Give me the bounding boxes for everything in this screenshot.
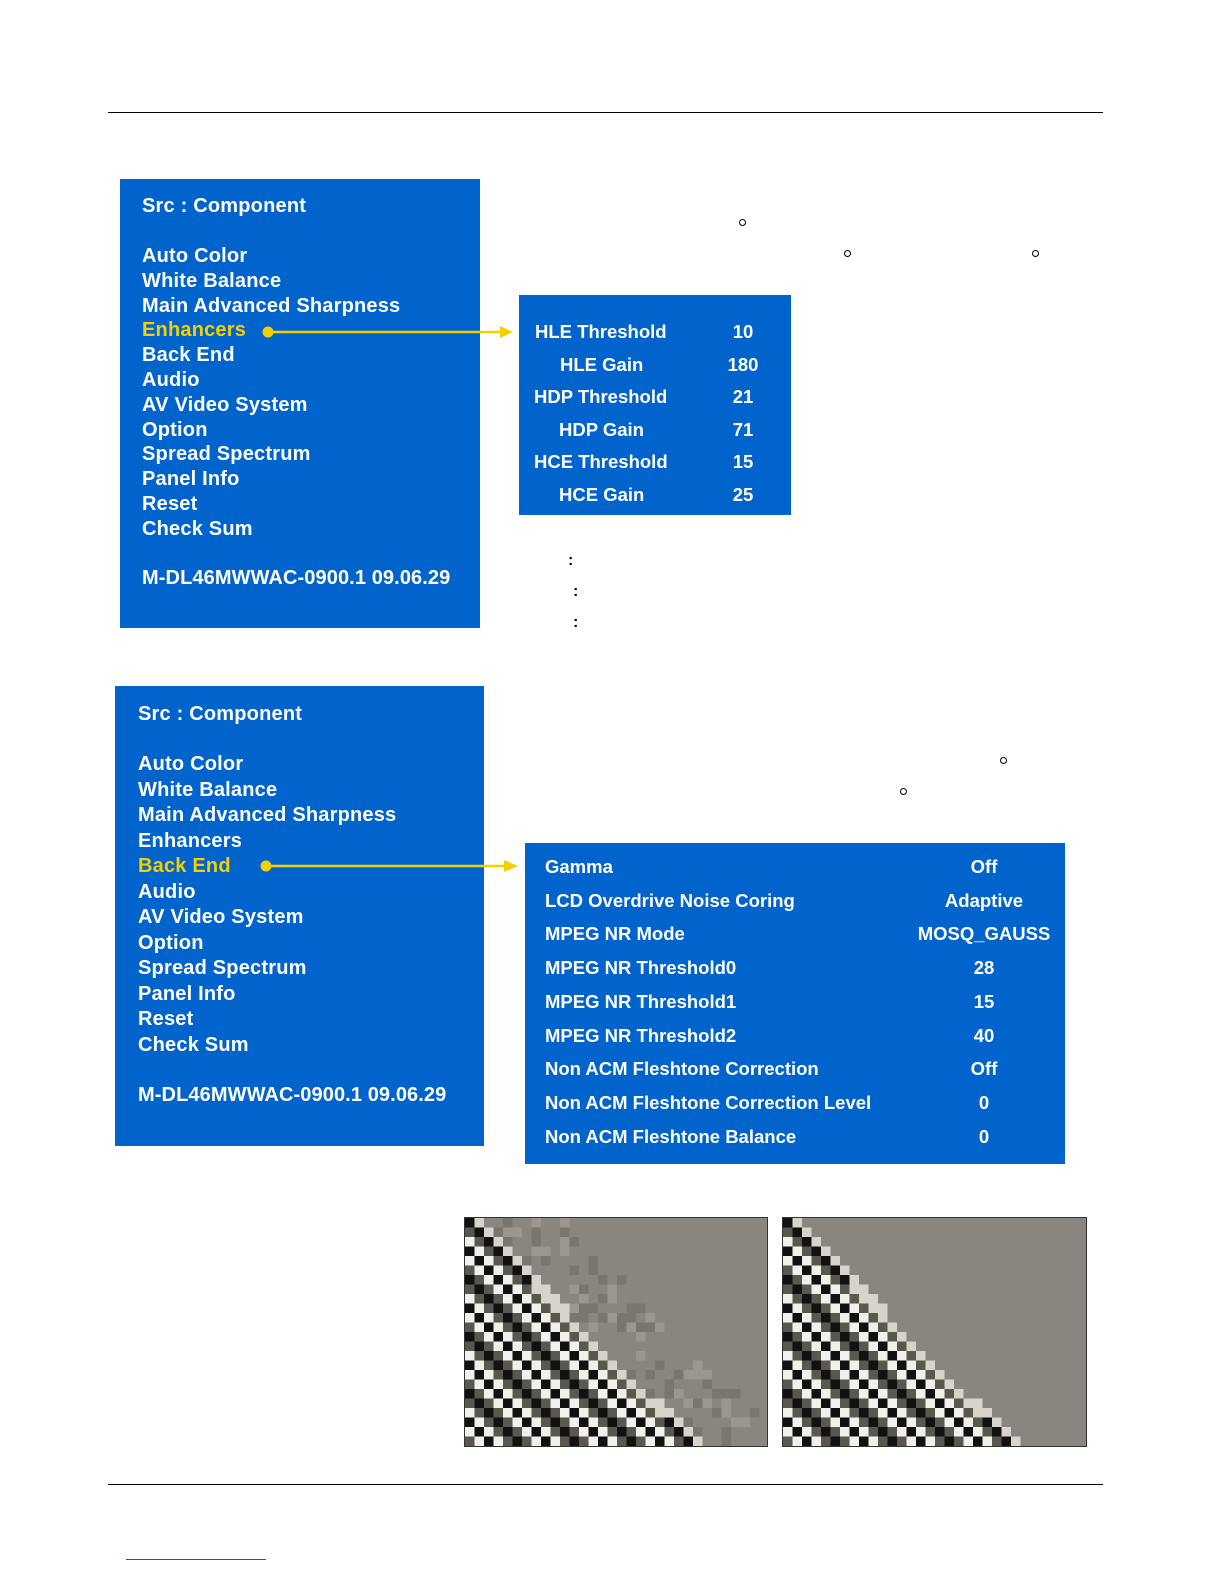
setting-value: 21 <box>732 386 754 407</box>
setting-label: HLE Threshold <box>535 321 667 342</box>
setting-label: MPEG NR Threshold2 <box>545 1024 737 1046</box>
setting-label: Non ACM Fleshtone Balance <box>545 1125 797 1147</box>
setting-value: 10 <box>732 321 754 342</box>
checkerboard-edge-after <box>782 1217 1087 1447</box>
setting-label: HLE Gain <box>560 354 644 375</box>
colon-mark: : <box>573 614 579 631</box>
osd-menu-enhancers <box>120 179 480 628</box>
setting-label: MPEG NR Threshold0 <box>545 957 737 979</box>
menu-item-white-balance[interactable]: White Balance <box>142 269 282 292</box>
setting-label: HCE Threshold <box>534 451 668 472</box>
menu-item-spread-spectrum[interactable]: Spread Spectrum <box>142 443 311 466</box>
menu-item-auto-color[interactable]: Auto Color <box>142 245 248 267</box>
degree-mark <box>739 219 746 226</box>
pointer-arrow <box>256 856 526 876</box>
back-end-settings-panel <box>525 843 1065 1164</box>
menu-item-av-video-system[interactable]: AV Video System <box>138 906 304 928</box>
menu-item-spread-spectrum[interactable]: Spread Spectrum <box>138 957 307 979</box>
degree-mark <box>900 788 907 795</box>
setting-value: 0 <box>978 1125 990 1147</box>
setting-label: Non ACM Fleshtone Correction <box>545 1058 819 1080</box>
menu-item-av-video-system[interactable]: AV Video System <box>142 393 308 416</box>
menu-item-reset[interactable]: Reset <box>138 1008 194 1030</box>
degree-mark <box>1000 757 1007 764</box>
menu-item-option[interactable]: Option <box>142 418 208 441</box>
firmware-version: M-DL46MWWAC-0900.1 09.06.29 <box>138 1084 447 1106</box>
setting-value: Adaptive <box>944 889 1024 911</box>
setting-value: Off <box>970 1058 998 1080</box>
setting-label: LCD Overdrive Noise Coring <box>545 889 795 911</box>
pointer-arrow <box>258 322 518 342</box>
setting-label: HDP Threshold <box>534 386 668 407</box>
menu-item-check-sum[interactable]: Check Sum <box>138 1033 249 1056</box>
degree-mark <box>1032 250 1039 257</box>
osd-menu-back-end <box>115 686 484 1146</box>
footer-link-underline[interactable] <box>126 1559 266 1560</box>
menu-item-auto-color[interactable]: Auto Color <box>138 753 244 775</box>
setting-value: 25 <box>732 484 754 505</box>
colon-mark: : <box>573 583 579 600</box>
enhancers-settings-panel <box>519 295 791 515</box>
setting-value: 180 <box>727 354 759 375</box>
firmware-version: M-DL46MWWAC-0900.1 09.06.29 <box>142 567 451 589</box>
menu-item-back-end[interactable]: Back End <box>142 344 235 367</box>
setting-value: MOSQ_GAUSS <box>917 923 1051 945</box>
setting-value: 28 <box>973 957 995 979</box>
menu-item-audio[interactable]: Audio <box>138 880 196 903</box>
menu-item-back-end[interactable]: Back End <box>138 855 231 877</box>
menu-item-main-advanced-sharpness[interactable]: Main Advanced Sharpness <box>142 294 401 317</box>
setting-label: Gamma <box>545 856 613 877</box>
setting-value: 71 <box>732 419 754 440</box>
setting-label: HDP Gain <box>559 419 644 440</box>
setting-label: HCE Gain <box>559 484 645 505</box>
menu-item-list <box>142 244 400 542</box>
menu-item-list <box>138 752 396 1058</box>
menu-item-enhancers[interactable]: Enhancers <box>142 319 247 342</box>
menu-item-audio[interactable]: Audio <box>142 368 200 391</box>
menu-item-option[interactable]: Option <box>138 931 204 954</box>
setting-value: 15 <box>973 990 995 1012</box>
setting-label: MPEG NR Mode <box>545 923 685 945</box>
setting-value: Off <box>970 856 998 877</box>
menu-item-reset[interactable]: Reset <box>142 492 198 515</box>
menu-item-white-balance[interactable]: White Balance <box>138 778 278 801</box>
degree-mark <box>844 250 851 257</box>
menu-item-panel-info[interactable]: Panel Info <box>142 468 240 491</box>
menu-item-check-sum[interactable]: Check Sum <box>142 517 253 540</box>
setting-label: MPEG NR Threshold1 <box>545 990 737 1012</box>
checkerboard-edge-before <box>464 1217 768 1447</box>
setting-value: 40 <box>973 1024 995 1046</box>
menu-item-enhancers[interactable]: Enhancers <box>138 829 243 852</box>
source-label: Src : Component <box>142 195 307 217</box>
menu-item-main-advanced-sharpness[interactable]: Main Advanced Sharpness <box>138 804 397 826</box>
setting-label: Non ACM Fleshtone Correction Level <box>545 1091 872 1113</box>
source-label: Src : Component <box>138 703 303 725</box>
menu-item-panel-info[interactable]: Panel Info <box>138 982 236 1005</box>
header-rule <box>108 112 1103 113</box>
colon-mark: : <box>568 552 574 569</box>
setting-value: 15 <box>732 451 754 472</box>
setting-value: 0 <box>978 1091 990 1113</box>
footer-rule <box>108 1484 1103 1485</box>
